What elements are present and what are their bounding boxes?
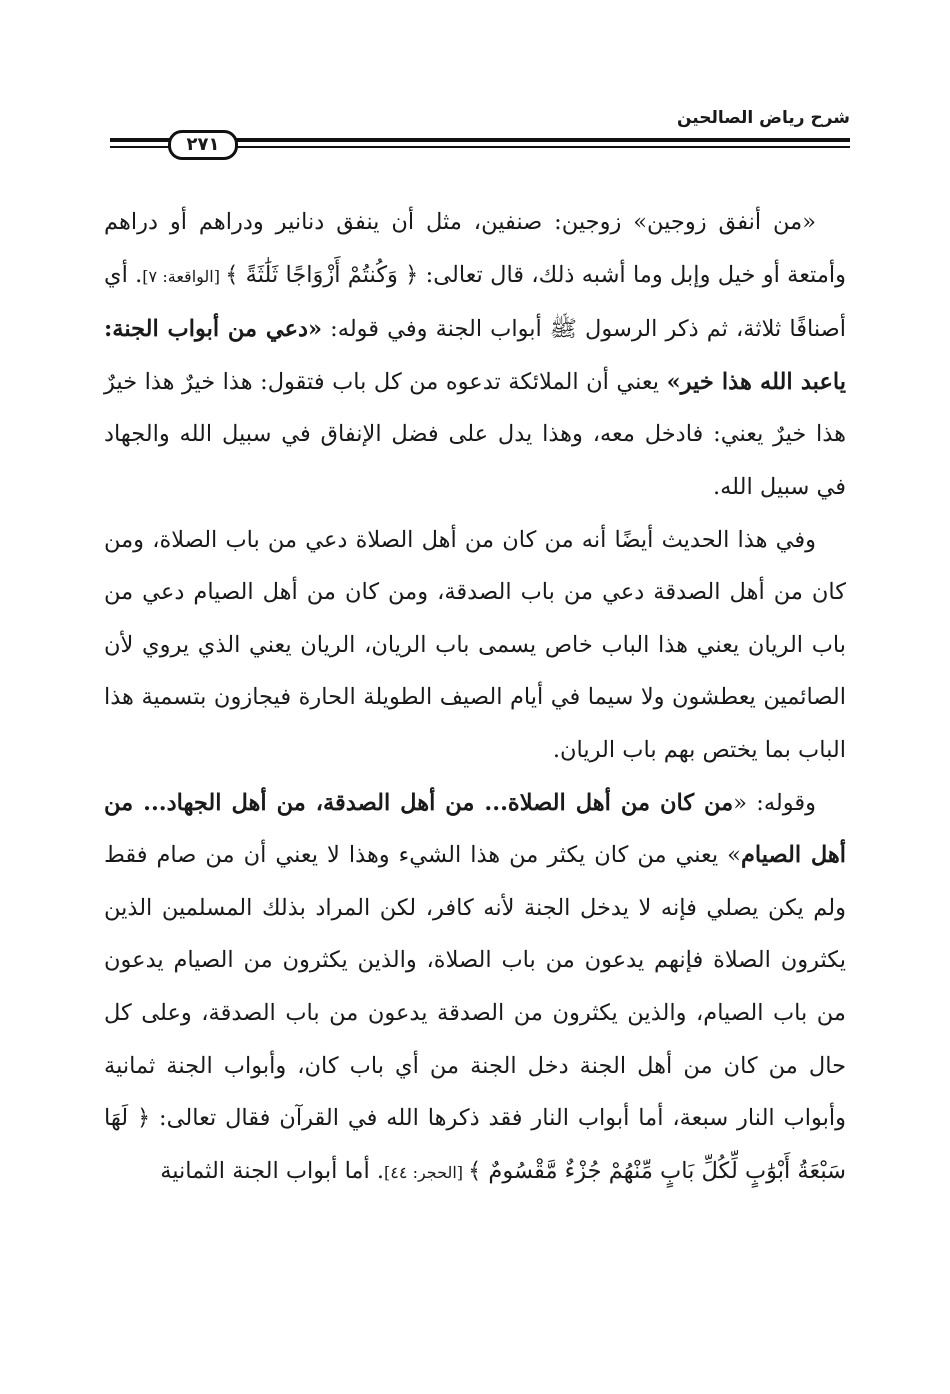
- header-rule-left-thin: [110, 146, 170, 148]
- quran-verse: ﴿ لَهَا سَبْعَةُ أَبْوَٰبٍ لِّكُلِّ بَابٍ مِّنْهُمْ جُزْءٌ مَّقْسُومٌ ﴾: [104, 1105, 846, 1184]
- quran-verse: ﴿ وَكُنتُمْ أَزْوَاجًا ثَلَٰثَةً ﴾: [225, 261, 419, 288]
- hadith-quote: «دعي من أبواب الجنة: ياعبد الله هذا خير»: [104, 316, 847, 395]
- header-rule-left-thick: [110, 138, 170, 142]
- text-run: وقوله: «: [733, 789, 816, 816]
- header-rule-thin: [225, 146, 850, 148]
- header-rule-thick: [225, 138, 850, 142]
- book-title: شرح رياض الصالحين: [676, 108, 850, 128]
- verse-reference: [الواقعة: ٧]: [142, 266, 226, 286]
- hadith-quote: من كان من أهل الصلاة... من أهل الصدقة، من أهل الجهاد... من أهل الصيام: [104, 789, 846, 869]
- page-body: [104, 196, 846, 1199]
- verse-reference: [الحجر: ٤٤]: [384, 1162, 469, 1182]
- text-run: . أما أبواب الجنة الثمانية: [160, 1157, 385, 1184]
- paragraph-3: [104, 777, 846, 1200]
- text-run: » يعني من كان يكثر من هذا الشيء وهذا لا يعني أن من صام فقط ولم يكن يصلي فإنه لا يدخل الجنة لأنه كافر، لكن المراد بذلك المسلمين الذين يكثرون الصلاة فإنهم يدعون من باب الصلاة، والذين يكثرون من الصيام يدعون من باب الصيام، والذين يكثرون من الصدقة يدعون من باب الصدقة، وعلى كل حال من كان من أهل الجنة دخل الجنة من أي باب كان، وأبواب الجنة ثمانية وأبواب النار سبعة، أما أبواب النار فقد ذكرها الله في القرآن فقال تعالى:: [104, 842, 847, 1132]
- text-run: . أي أصنافًا ثلاثة، ثم ذكر الرسول ﷺ أبواب الجنة وفي قوله:: [104, 261, 846, 343]
- text-run: «من أنفق زوجين» زوجين: صنفين، مثل أن ينفق دنانير ودراهم أو دراهم وأمتعة أو خيل وإبل وما أشبه ذلك، قال تعالى:: [104, 209, 847, 288]
- paragraph-1: [104, 196, 846, 514]
- page-number: ٢٧١: [168, 130, 238, 160]
- text-run: وفي هذا الحديث أيضًا أنه من كان من أهل الصلاة دعي من باب الصلاة، ومن كان من أهل الصدقة دعي من باب الصدقة، ومن كان من أهل الصيام دعي من باب الريان يعني هذا الباب خاص يسمى باب الريان، الريان يعني الذي يروي لأن الصائمين يعطشون ولا سيما في أيام الصيف الطويلة الحارة فيجازون بتسمية هذا الباب بما يختص بهم باب الريان.: [104, 526, 846, 763]
- paragraph-2: [104, 514, 846, 777]
- text-run: يعني أن الملائكة تدعوه من كل باب فتقول: هذا خيرٌ هذا خيرٌ هذا خيرٌ يعني: فادخل معه، وهذا يدل على فضل الإنفاق في سبيل الله والجهاد في سبيل الله.: [104, 368, 846, 500]
- page-header: [110, 108, 850, 158]
